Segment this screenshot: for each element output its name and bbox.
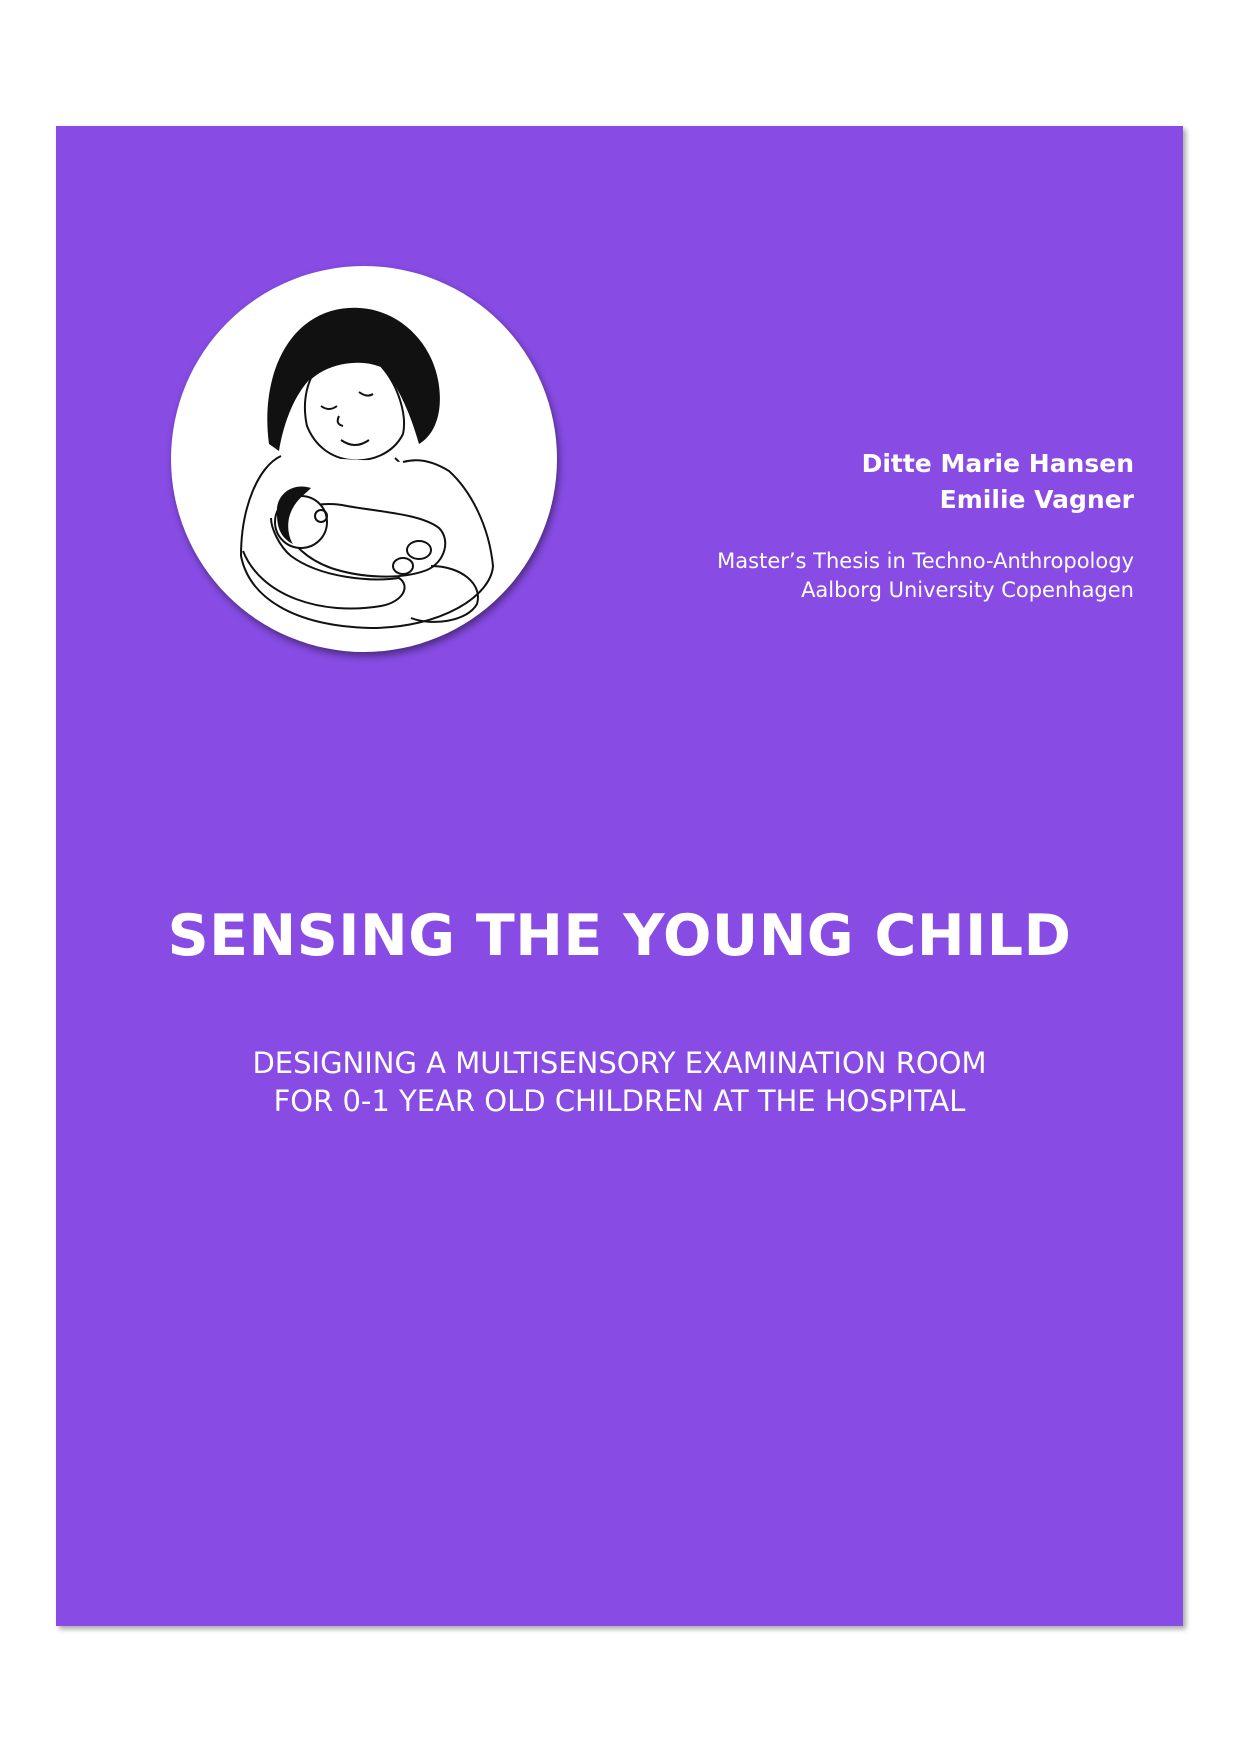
subtitle-line: DESIGNING A MULTISENSORY EXAMINATION ROOM: [252, 1046, 987, 1080]
author-name: Ditte Marie Hansen: [861, 449, 1134, 478]
mother-and-baby-drawing: [171, 266, 557, 652]
cover-title: SENSING THE YOUNG CHILD: [167, 903, 1072, 969]
thesis-type: Master’s Thesis in Techno-Anthropology: [717, 549, 1134, 573]
subtitle-line: FOR 0-1 YEAR OLD CHILDREN AT THE HOSPITAL: [273, 1084, 966, 1118]
author-names: [862, 446, 1134, 518]
mother-and-baby-illustration: [171, 266, 557, 652]
affiliation: [717, 547, 1134, 605]
cover-subtitle: [56, 1044, 1183, 1120]
baby-hand: [407, 541, 431, 559]
university: Aalborg University Copenhagen: [801, 578, 1134, 602]
baby-hand: [393, 558, 413, 574]
author-name: Emilie Vagner: [939, 485, 1134, 514]
cover-panel: [56, 126, 1183, 1626]
